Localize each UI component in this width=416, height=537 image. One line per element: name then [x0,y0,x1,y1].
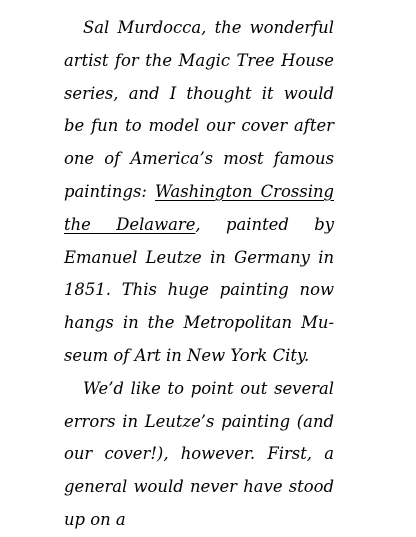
paragraph-text-errors: We’d like to point out several errors in Leutze’s painting (and our cover!), however. First, a general would never have stood up on a [64,378,334,529]
paragraph-text-intro: Sal Murdocca, the wonderful artist for the Magic Tree House series, and I thought it would be fun to model our cover after one of America’s most famous paintings: [64,18,334,201]
paragraph-painting-errors [64,373,334,537]
paragraph-text-details: , painted by Emanuel Leutze in Germany in 1851. This huge painting now hangs in the Metropolitan Museum of Art in New York City. [64,214,334,365]
paragraph-cover-inspiration [64,12,334,373]
painting-title: Washington Crossing the Delaware [64,181,334,234]
book-page [64,12,334,537]
